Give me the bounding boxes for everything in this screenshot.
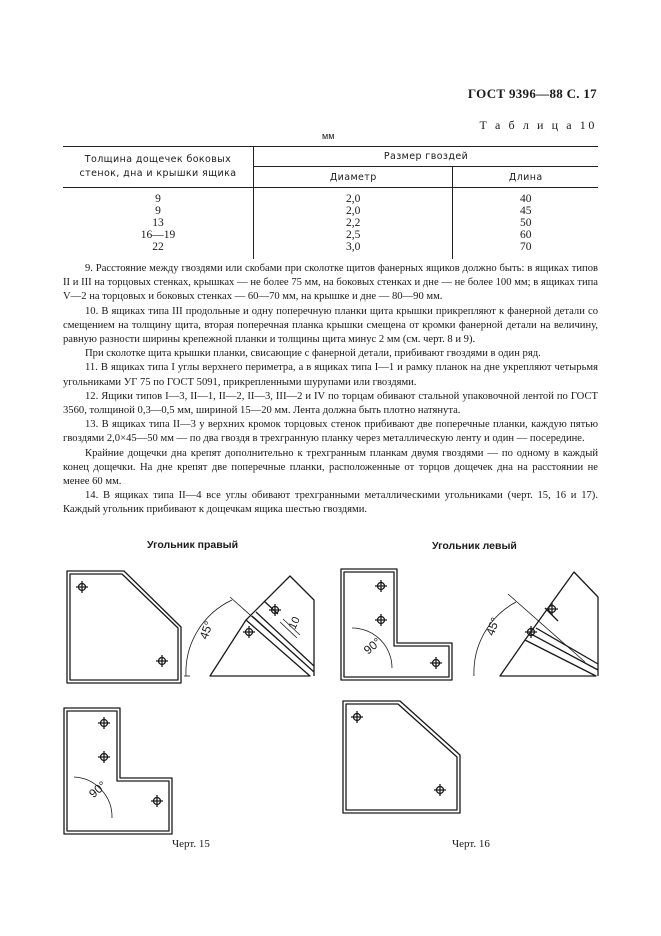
page-header: ГОСТ 9396—88 С. 17 xyxy=(467,86,597,101)
table-cell: 3,0 xyxy=(254,241,453,259)
figure-16-caption: Черт. 16 xyxy=(452,838,490,850)
paragraph-14: 14. В ящиках типа II—4 все углы обивают трехгранными металлическими угольниками (черт. 15, 16 и 17). Каждый угольник прибивают к дощечкам ящика шестью гвоздями. xyxy=(63,490,598,516)
col-header-diameter: Диаметр xyxy=(254,167,453,188)
table-cell: 2,5 xyxy=(254,229,453,241)
angle-45-right: 45° xyxy=(196,619,217,642)
angle-90-left: 90° xyxy=(360,634,384,658)
left-corner-plate-triangle xyxy=(343,701,460,813)
table-cell: 45 xyxy=(453,205,598,217)
paragraph-12: 12. Ящики типов I—3, II—1, II—2, II—3, III—2 и IV по торцам обивают стальной упаковочной лентой по ГОСТ 3560, толщиной 0,3—0,5 мм, шириной 15—20 мм. Лента должна быть плотно натянута. xyxy=(63,390,598,417)
paragraph-10-note: При сколотке щита крышки планки, свисающие с фанерной детали, прибивают гвоздями в один ряд. xyxy=(85,348,541,360)
table-cell: 22 xyxy=(152,241,164,253)
table-cell: 70 xyxy=(453,241,598,259)
right-corner-plate-triangle xyxy=(67,571,181,683)
table-cell: 60 xyxy=(453,229,598,241)
table-cell: 40 xyxy=(453,188,598,206)
paragraph-11: 11. В ящиках типа I углы верхнего периметра, а в ящиках типа I—1 и рамку планок на дне укрепляют четырьмя угольниками УГ 75 по ГОСТ 5091, прикрепленными шурупами или гвоздями. xyxy=(63,362,598,388)
table-caption: Т а б л и ц а 10 xyxy=(479,118,597,132)
paragraph-13-note: Крайние дощечки дна крепят дополнительно к трехгранным планкам двумя гвоздями — по одному в каждый конец дощечки. На дне крепят две поперечные планки, расположенные от торцов дощечек дна на расстоянии не менее 60 мм. xyxy=(63,447,598,488)
dim-10: 10 xyxy=(286,615,303,632)
angle-45-left: 45° xyxy=(483,615,503,638)
paragraph-10: 10. В ящиках типа III продольные и одну поперечную планки щита крышки прикрепляют к фанерной детали со смещением на толщину щита, вторая поперечная планка крышки смещена от кромки фанерной детали на величину, равную разности ширины крепежной планки и толщины щита минус 2 мм (см. черт. 8 и 9). xyxy=(63,305,598,346)
table-cell: 2,2 xyxy=(254,217,453,229)
table-cell: 50 xyxy=(453,217,598,229)
left-corner-title: Угольник левый xyxy=(432,540,517,552)
table-units: мм xyxy=(322,131,335,141)
angle-90-right: 90° xyxy=(86,778,110,801)
col-header-length: Длина xyxy=(453,167,598,188)
paragraph-9: 9. Расстояние между гвоздями или скобами при сколотке щитов фанерных ящиков должно быть: в ящиках типов II и III на торцовых стенках, крышках — не более 75 мм, на боковых стенках и дне — не более 100 мм; в ящиках типа V—2 на торцовых и боковых стенках — 60—70 мм, на крышке и дне — 80—90 мм. xyxy=(63,263,598,303)
table-cell: 9 xyxy=(155,193,161,205)
col-header-thickness: Толщина дощечек боковых стенок, дна и крышки ящика xyxy=(63,147,254,188)
right-corner-title: Угольник правый xyxy=(147,539,239,551)
figure-15-caption: Черт. 15 xyxy=(172,838,210,850)
right-corner-plate-l xyxy=(64,708,172,834)
table-cell: 13 xyxy=(152,217,164,229)
table-cell: 16—19 xyxy=(140,229,176,241)
table-cell: 2,0 xyxy=(254,205,453,217)
table-cell: 2,0 xyxy=(254,188,453,206)
col-header-nail-size: Размер гвоздей xyxy=(254,147,599,167)
table-cell: 9 xyxy=(155,205,161,217)
left-corner-plate-l xyxy=(341,569,452,680)
paragraph-13: 13. В ящиках типа II—3 у верхних кромок торцовых стенок прибивают две поперечные планки, каждую пятью гвоздями 2,0×45—50 мм — по два гвоздя в трехгранную планку через металлическую ленту и один — посередине. xyxy=(63,419,598,445)
